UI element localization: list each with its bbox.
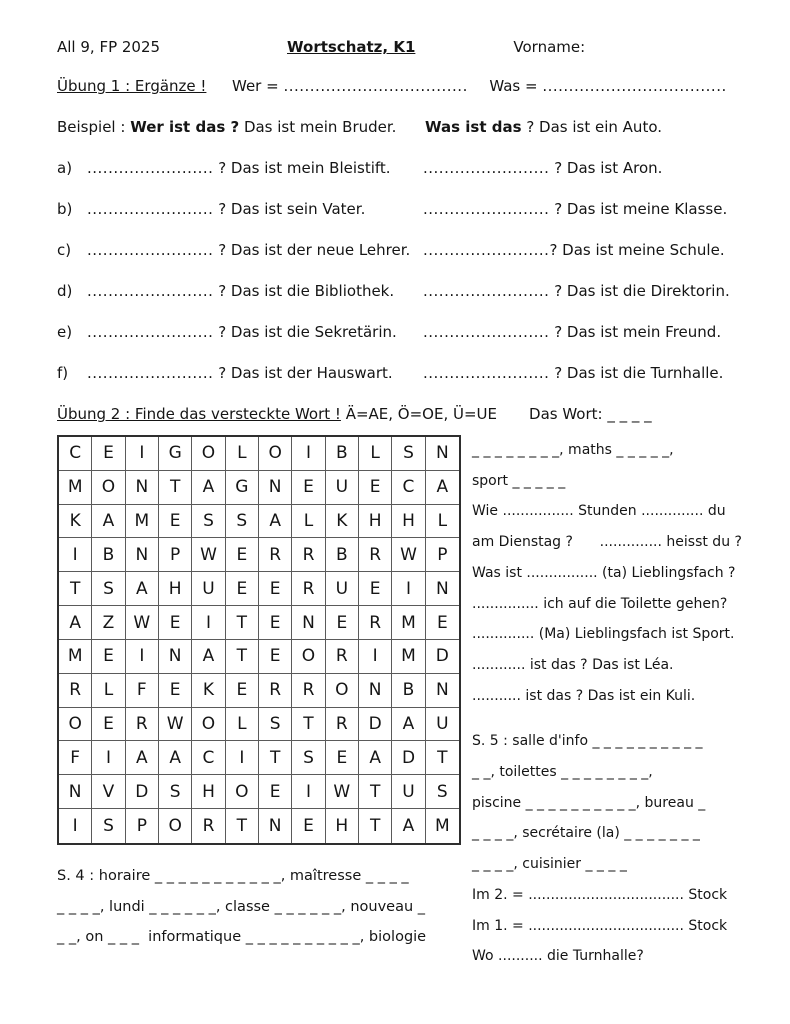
grid-cell: E (292, 471, 325, 505)
grid-cell: A (359, 741, 392, 775)
grid-cell: O (326, 674, 359, 708)
left-column (57, 435, 461, 953)
item-right-text: ? Das ist die Direktorin. (549, 282, 730, 300)
grid-cell: R (359, 606, 392, 640)
grid-cell: O (192, 437, 225, 471)
item-right-blank: ........................ (423, 364, 550, 382)
grid-cell: F (59, 741, 92, 775)
item-left (87, 321, 423, 343)
grid-cell: A (426, 471, 459, 505)
grid-cell: K (192, 674, 225, 708)
right-line: ............ ist das ? Das ist Léa. (472, 656, 674, 673)
item-left (87, 280, 423, 302)
item-row-b (57, 198, 740, 220)
grid-cell: A (392, 708, 425, 742)
item-right-blank: ........................ (423, 159, 550, 177)
grid-cell: M (59, 640, 92, 674)
right-line: sport _ _ _ _ _ (472, 472, 566, 489)
right-line: Wie ................ Stunden .............. du (472, 503, 726, 520)
grid-cell: E (92, 640, 125, 674)
grid-cell: A (192, 640, 225, 674)
grid-cell: A (126, 572, 159, 606)
grid-cell: R (292, 572, 325, 606)
page-title: Wortschatz, K1 (287, 38, 416, 56)
grid-cell: E (259, 775, 292, 809)
right-line: am Dienstag ? .............. heisst du ? (472, 534, 742, 551)
header (57, 38, 740, 56)
grid-cell: G (226, 471, 259, 505)
grid-cell: N (259, 809, 292, 843)
grid-cell: R (292, 674, 325, 708)
grid-cell: T (359, 809, 392, 843)
grid-cell: E (92, 437, 125, 471)
s5-line: S. 5 : salle d'info _ _ _ _ _ _ _ _ _ _ (472, 733, 703, 750)
grid-cell: M (126, 505, 159, 539)
s5-line: _ _ _ _, secrétaire (la) _ _ _ _ _ _ _ (472, 825, 700, 842)
grid-cell: U (426, 708, 459, 742)
grid-cell: I (226, 741, 259, 775)
item-left (87, 239, 423, 261)
grid-cell: S (226, 505, 259, 539)
item-right (423, 239, 740, 261)
grid-cell: L (426, 505, 459, 539)
grid-cell: T (159, 471, 192, 505)
grid-cell: H (192, 775, 225, 809)
s5-line: _ _ _ _, cuisinier _ _ _ _ (472, 856, 627, 873)
grid-cell: A (392, 809, 425, 843)
item-row-d (57, 280, 740, 302)
grid-cell: R (192, 809, 225, 843)
grid-cell: D (392, 741, 425, 775)
uebung1-heading: Übung 1 : Ergänze ! (57, 77, 207, 95)
s4-line: _ _, on _ _ _ informatique _ _ _ _ _ _ _ _ _ _, biologie (57, 929, 427, 945)
grid-cell: A (159, 741, 192, 775)
right-line: ............... ich auf die Toilette gehen? (472, 595, 728, 612)
beispiel-right (425, 116, 662, 138)
item-left-blank: ........................ (87, 323, 214, 341)
was-blank-end: . (721, 77, 727, 95)
grid-cell: A (59, 606, 92, 640)
grid-cell: M (59, 471, 92, 505)
item-right-blank: ........................ (423, 200, 550, 218)
grid-cell: E (159, 505, 192, 539)
grid-cell: O (226, 775, 259, 809)
grid-cell: C (192, 741, 225, 775)
grid-cell: C (392, 471, 425, 505)
grid-cell: I (59, 538, 92, 572)
grid-cell: F (126, 674, 159, 708)
item-left-text: ? Das ist die Sekretärin. (213, 323, 397, 341)
grid-cell: H (359, 505, 392, 539)
grid-cell: D (426, 640, 459, 674)
grid-cell: T (226, 640, 259, 674)
grid-cell: T (292, 708, 325, 742)
grid-cell: O (259, 437, 292, 471)
item-right (423, 321, 740, 343)
grid-cell: B (326, 437, 359, 471)
grid-cell: B (392, 674, 425, 708)
grid-cell: N (426, 572, 459, 606)
grid-cell: H (326, 809, 359, 843)
item-right (423, 157, 740, 179)
grid-cell: A (126, 741, 159, 775)
grid-cell: N (259, 471, 292, 505)
beispiel-answer-wer: Das ist mein Bruder. (239, 118, 397, 136)
s5-line: piscine _ _ _ _ _ _ _ _ _ _, bureau _ (472, 794, 706, 811)
grid-cell: N (59, 775, 92, 809)
grid-cell: D (359, 708, 392, 742)
item-row-c (57, 239, 740, 261)
grid-cell: T (226, 606, 259, 640)
item-left-blank: ........................ (87, 241, 214, 259)
grid-cell: E (259, 640, 292, 674)
grid-cell: P (426, 538, 459, 572)
grid-cell: W (126, 606, 159, 640)
uebung2-heading: Übung 2 : Finde das versteckte Wort ! (57, 405, 341, 423)
item-left-blank: ........................ (87, 282, 214, 300)
grid-cell: U (392, 775, 425, 809)
grid-cell: W (392, 538, 425, 572)
item-row-f (57, 362, 740, 384)
item-left-text: ? Das ist die Bibliothek. (213, 282, 395, 300)
item-row-e (57, 321, 740, 343)
grid-cell: W (159, 708, 192, 742)
grid-cell: S (92, 809, 125, 843)
item-letter: d) (57, 282, 73, 300)
grid-cell: S (259, 708, 292, 742)
s4-line: S. 4 : horaire _ _ _ _ _ _ _ _ _ _ _, maîtresse _ _ _ _ (57, 868, 409, 884)
item-letter: b) (57, 200, 73, 218)
uebung2-header-row (57, 403, 740, 425)
right-line: Was ist ................ (ta) Lieblingsfach ? (472, 564, 736, 581)
grid-cell: L (292, 505, 325, 539)
item-left (87, 157, 423, 179)
grid-cell: I (126, 640, 159, 674)
grid-cell: E (159, 674, 192, 708)
grid-cell: E (226, 674, 259, 708)
item-letter: c) (57, 241, 72, 259)
grid-cell: N (292, 606, 325, 640)
grid-cell: E (359, 572, 392, 606)
item-right-text: ? Das ist mein Freund. (549, 323, 722, 341)
item-left-blank: ........................ (87, 200, 214, 218)
grid-cell: T (259, 741, 292, 775)
right-line: _ _ _ _ _ _ _ _, maths _ _ _ _ _, (472, 442, 674, 458)
beispiel-question-wer: Wer ist das ? (130, 118, 240, 136)
grid-cell: U (326, 572, 359, 606)
grid-cell: R (292, 538, 325, 572)
grid-cell: C (59, 437, 92, 471)
word-search-grid (57, 435, 461, 845)
item-left-text: ? Das ist der Hauswart. (213, 364, 393, 382)
grid-cell: P (126, 809, 159, 843)
item-left-text: ? Das ist sein Vater. (213, 200, 366, 218)
grid-cell: K (326, 505, 359, 539)
grid-cell: M (434, 816, 450, 837)
main-area (57, 435, 740, 972)
grid-cell: E (359, 471, 392, 505)
item-left (87, 198, 423, 220)
beispiel-row (57, 116, 740, 138)
grid-cell: T (226, 809, 259, 843)
grid-cell: Z (92, 606, 125, 640)
grid-cell: S (92, 572, 125, 606)
grid-cell: E (159, 606, 192, 640)
grid-cell: N (126, 471, 159, 505)
grid-cell: E (426, 606, 459, 640)
grid-cell: P (159, 538, 192, 572)
item-right-blank: ........................ (423, 323, 550, 341)
grid-cell: R (59, 674, 92, 708)
item-right (423, 280, 740, 302)
grid-cell: S (159, 775, 192, 809)
grid-cell: E (92, 708, 125, 742)
grid-cell: E (259, 606, 292, 640)
wer-label: Wer = (232, 77, 284, 95)
grid-cell: A (92, 505, 125, 539)
grid-cell: N (359, 674, 392, 708)
beispiel-label: Beispiel : (57, 118, 131, 136)
item-left-blank: ........................ (87, 364, 214, 382)
item-letter: a) (57, 159, 73, 177)
right-line: .............. (Ma) Lieblingsfach ist Sport. (472, 626, 735, 643)
grid-cell: S (426, 775, 459, 809)
grid-cell: O (192, 708, 225, 742)
grid-cell: N (159, 640, 192, 674)
item-left-text: ? Das ist mein Bleistift. (213, 159, 391, 177)
grid-cell: O (159, 809, 192, 843)
beispiel-left (57, 116, 425, 138)
grid-cell: I (92, 741, 125, 775)
grid-cell: B (92, 538, 125, 572)
grid-cell: M (392, 606, 425, 640)
grid-cell: O (292, 640, 325, 674)
stock-line: Im 2. = ................................... Stock (472, 886, 728, 903)
grid-cell: N (426, 674, 459, 708)
grid-cell: I (359, 640, 392, 674)
grid-cell: E (292, 809, 325, 843)
item-right-text: ? Das ist die Turnhalle. (549, 364, 724, 382)
grid-cell: L (92, 674, 125, 708)
right-line: ........... ist das ? Das ist ein Kuli. (472, 687, 696, 704)
item-right-text: ? Das ist meine Klasse. (549, 200, 728, 218)
grid-cell: K (59, 505, 92, 539)
grid-cell: T (359, 775, 392, 809)
item-right (423, 198, 740, 220)
grid-cell: W (192, 538, 225, 572)
grid-cell: E (226, 538, 259, 572)
grid-cell: M (392, 640, 425, 674)
grid-cell: R (259, 538, 292, 572)
uebung1-header-row (57, 75, 740, 97)
grid-cell: O (92, 471, 125, 505)
grid-cell: U (192, 572, 225, 606)
grid-cell: I (292, 775, 325, 809)
grid-cell: T (426, 741, 459, 775)
grid-cell: V (92, 775, 125, 809)
grid-cell: E (326, 606, 359, 640)
grid-cell: E (326, 741, 359, 775)
grid-cell: R (126, 708, 159, 742)
grid-cell: L (226, 437, 259, 471)
grid-cell: W (326, 775, 359, 809)
grid-cell: O (59, 708, 92, 742)
grid-cell: E (226, 572, 259, 606)
beispiel-question-was: Was ist das (425, 118, 522, 136)
grid-cell: L (226, 708, 259, 742)
grid-cell: I (192, 606, 225, 640)
grid-cell: D (126, 775, 159, 809)
item-left-blank: ........................ (87, 159, 214, 177)
grid-cell: L (359, 437, 392, 471)
grid-cell: S (192, 505, 225, 539)
grid-cell: H (159, 572, 192, 606)
item-row-a (57, 157, 740, 179)
grid-cell: I (126, 437, 159, 471)
grid-cell: R (359, 538, 392, 572)
stock-line: Wo .......... die Turnhalle? (472, 948, 644, 965)
item-left (87, 362, 423, 384)
grid-cell: U (326, 471, 359, 505)
grid-cell: R (259, 674, 292, 708)
right-column (461, 435, 742, 972)
item-letter: f) (57, 364, 69, 382)
s5-line: _ _, toilettes _ _ _ _ _ _ _ _, (472, 764, 653, 781)
grid-cell: B (326, 538, 359, 572)
das-wort-label: Das Wort: _ _ _ _ (529, 405, 652, 423)
grid-cell: N (126, 538, 159, 572)
wer-blank-end: . (462, 77, 468, 95)
grid-cell: I (292, 437, 325, 471)
grid-cell: I (59, 809, 92, 843)
beispiel-answer-was: ? Das ist ein Auto. (521, 118, 663, 136)
wer-blank: .................................. (283, 77, 463, 95)
grid-cell: I (392, 572, 425, 606)
item-letter: e) (57, 323, 73, 341)
item-right-blank: ........................ (423, 282, 550, 300)
s4-line: _ _ _ _, lundi _ _ _ _ _ _, classe _ _ _ _ _ _, nouveau _ (57, 898, 426, 915)
grid-cell: S (292, 741, 325, 775)
was-label: Was = (489, 77, 543, 95)
item-right-text: ? Das ist Aron. (549, 159, 663, 177)
grid-cell: G (159, 437, 192, 471)
grid-cell: T (59, 572, 92, 606)
item-left-text: ? Das ist der neue Lehrer. (213, 241, 411, 259)
item-right-text: ? Das ist meine Schule. (549, 241, 725, 259)
was-blank: .................................. (542, 77, 722, 95)
vorname-label: Vorname: (513, 38, 586, 56)
grid-cell: N (426, 437, 459, 471)
s4-section (57, 861, 461, 953)
item-right-blank: ........................ (423, 241, 550, 259)
stock-line: Im 1. = ................................... Stock (472, 917, 728, 934)
grid-cell: A (192, 471, 225, 505)
grid-cell: R (326, 708, 359, 742)
grid-cell: E (259, 572, 292, 606)
class-label: All 9, FP 2025 (57, 38, 161, 56)
umlaut-note: Ä=AE, Ö=OE, Ü=UE (340, 405, 498, 423)
item-right (423, 362, 740, 384)
grid-cell: S (392, 437, 425, 471)
grid-cell: H (392, 505, 425, 539)
grid-cell: A (259, 505, 292, 539)
grid-cell: R (326, 640, 359, 674)
